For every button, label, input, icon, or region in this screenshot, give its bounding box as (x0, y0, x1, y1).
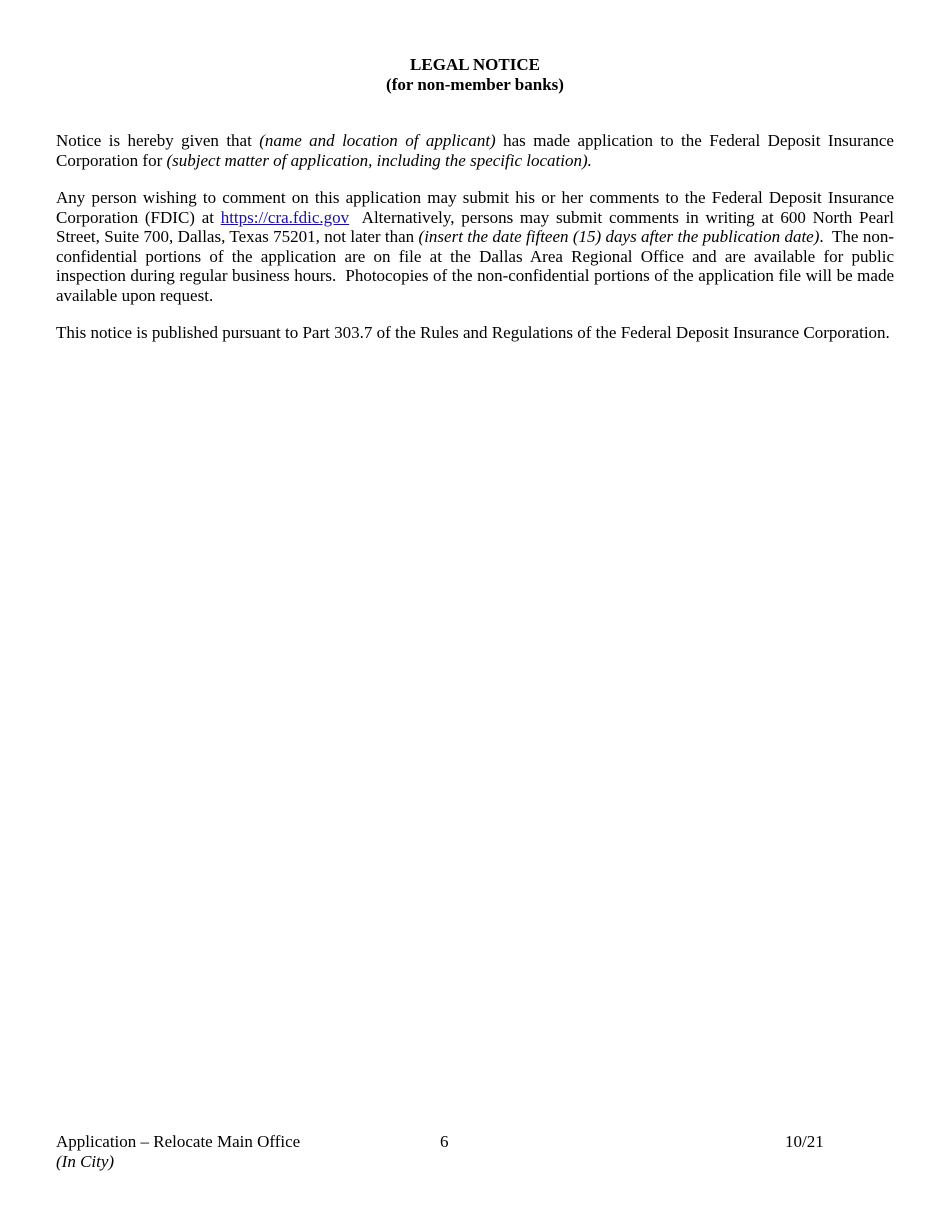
footer-form-name (56, 1132, 300, 1172)
paragraph-text: Any person wishing to comment on this application may submit his or her comments to the Federal Deposit Insurance Corporation (FDIC) at (56, 188, 894, 227)
placeholder-date: (insert the date fifteen (15) days after the publication date) (418, 227, 820, 246)
footer-form-title: Application – Relocate Main Office (56, 1132, 301, 1151)
placeholder-subject: (subject matter of application, including the specific location). (166, 150, 592, 170)
notice-subtitle: (for non-member banks) (386, 75, 564, 94)
paragraph-notice (56, 131, 894, 170)
footer-form-subtitle: (In City) (56, 1152, 115, 1171)
revision-date: 10/21 (785, 1132, 824, 1151)
paragraph-text: Notice is hereby given that (56, 131, 260, 150)
fdic-cra-link[interactable]: https://cra.fdic.gov (220, 207, 350, 227)
notice-title: LEGAL NOTICE (410, 55, 540, 74)
paragraph-text: has made application to the Federal Deposit Insurance Corporation for (56, 131, 894, 170)
paragraph-text: This notice is published pursuant to Part 303.7 of the Rules and Regulations of the Federal Deposit Insurance Corporation. (56, 323, 890, 342)
paragraph-text: Alternatively, persons may submit comments in writing at 600 North Pearl Street, Suite 700, Dallas, Texas 75201, not later than (56, 207, 899, 246)
placeholder-applicant: (name and location of applicant) (259, 131, 496, 150)
paragraph-comments (56, 188, 899, 305)
page-number: 6 (440, 1132, 449, 1151)
paragraph-regulation (56, 323, 894, 343)
paragraph-text: . The non-confidential portions of the application are on file at the Dallas Area Regional Office and are available for public inspection during regular business hours. Photocopies of the non-confidential portions of the application file will be made available upon request. (56, 227, 899, 305)
